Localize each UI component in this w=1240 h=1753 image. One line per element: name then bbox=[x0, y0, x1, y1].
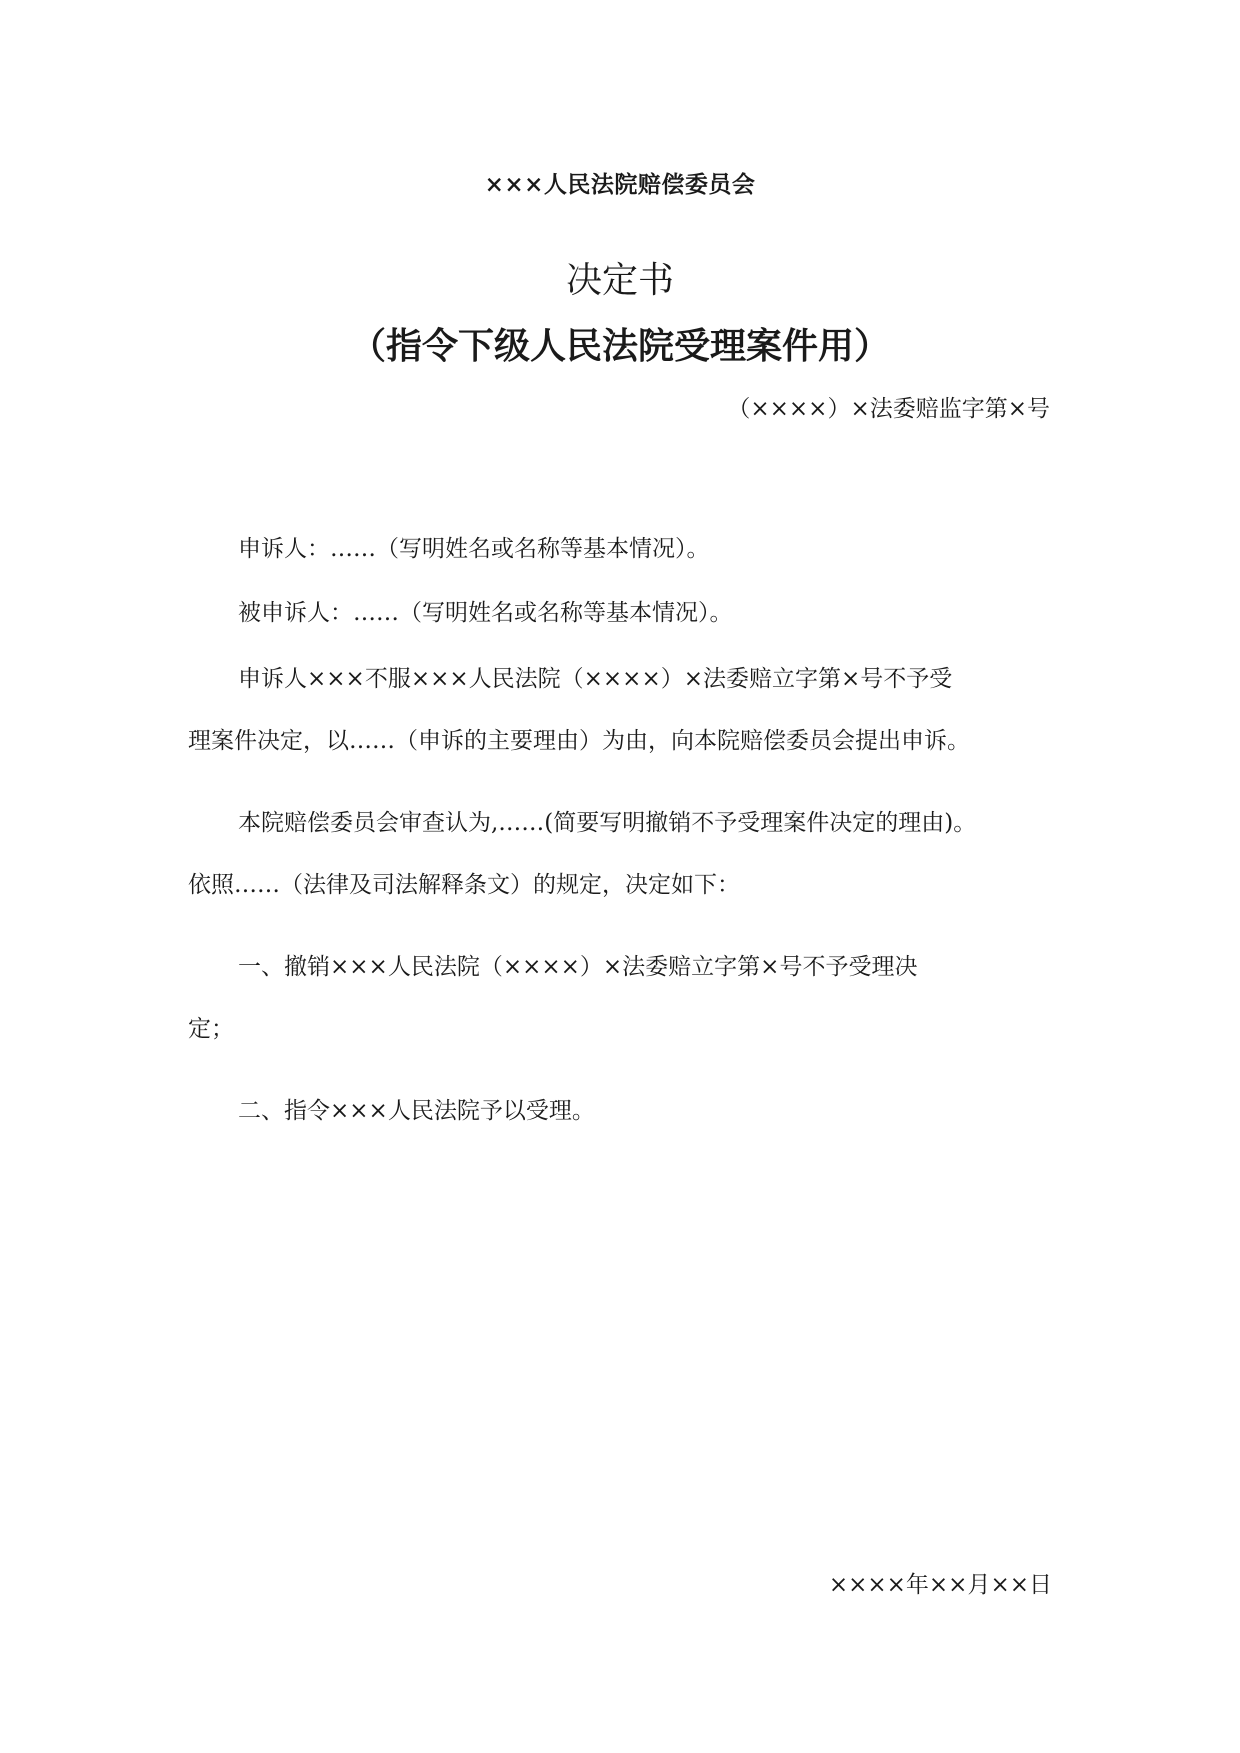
respondent-text: 被申诉人：……（写明姓名或名称等基本情况）。 bbox=[238, 600, 733, 626]
review-paragraph bbox=[188, 792, 1054, 916]
review-line-1: 本院赔偿委员会审查认为,……(简要写明撤销不予受理案件决定的理由)。 bbox=[238, 810, 977, 836]
case-number: （××××）×法委赔监字第×号 bbox=[727, 396, 1050, 422]
petitioner-text: 申诉人：……（写明姓名或名称等基本情况）。 bbox=[238, 536, 710, 562]
review-line-2: 依照……（法律及司法解释条文）的规定，决定如下： bbox=[188, 872, 740, 898]
decision-item-1 bbox=[188, 936, 1054, 1060]
document-subtitle: （指令下级人民法院受理案件用） bbox=[349, 325, 890, 367]
document-title: 决定书 bbox=[565, 260, 674, 301]
decision-2-text: 二、指令×××人民法院予以受理。 bbox=[238, 1098, 595, 1124]
document-date: ××××年××月××日 bbox=[828, 1572, 1052, 1598]
appeal-line-2: 理案件决定，以……（申诉的主要理由）为由，向本院赔偿委员会提出申诉。 bbox=[188, 728, 970, 754]
appeal-paragraph bbox=[188, 648, 1054, 772]
decision-1-line-1: 一、撤销×××人民法院（××××）×法委赔立字第×号不予受理决 bbox=[238, 954, 918, 980]
appeal-line-1: 申诉人×××不服×××人民法院（××××）×法委赔立字第×号不予受 bbox=[238, 666, 953, 692]
petitioner-paragraph bbox=[188, 518, 1054, 580]
decision-1-line-2: 定； bbox=[188, 1016, 234, 1042]
respondent-paragraph bbox=[188, 582, 1054, 644]
court-name: ×××人民法院赔偿委员会 bbox=[484, 171, 756, 198]
decision-item-2 bbox=[188, 1080, 1054, 1142]
